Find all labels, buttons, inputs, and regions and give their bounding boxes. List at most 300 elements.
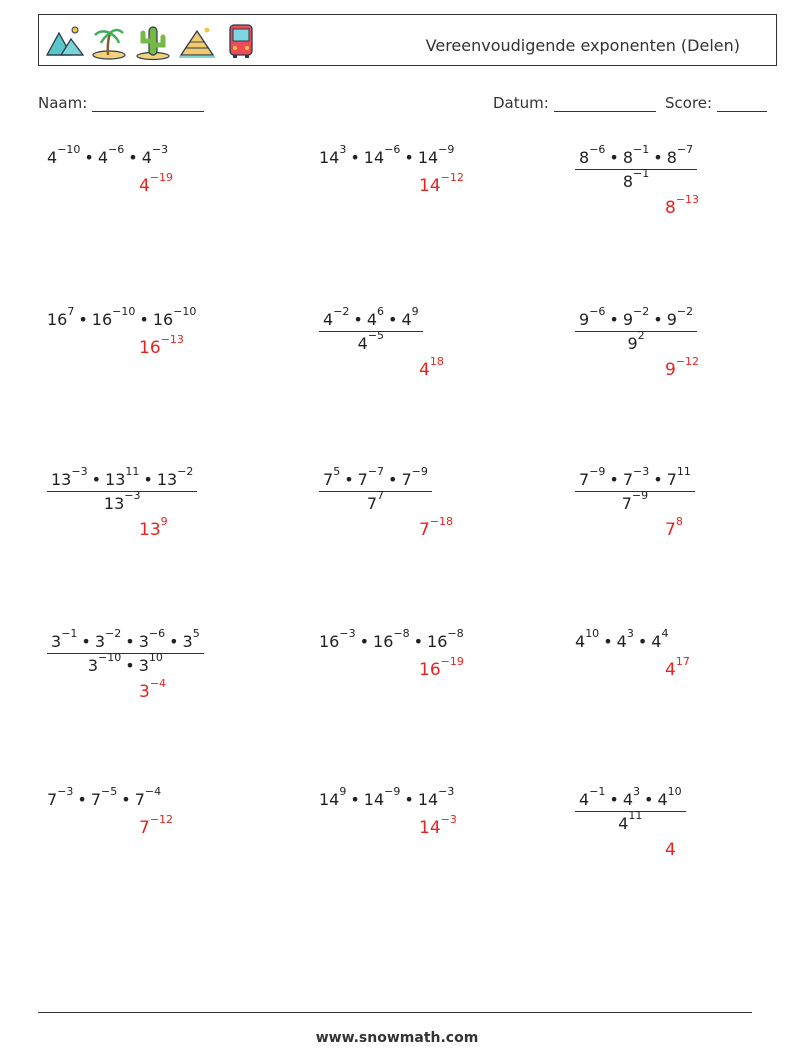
answer-5 xyxy=(419,355,444,380)
power-exponent: 5 xyxy=(333,465,341,478)
power-exponent: −2 xyxy=(676,305,694,318)
problem-10 xyxy=(47,627,204,675)
power-base: 13 xyxy=(156,470,178,489)
power-base: 7 xyxy=(139,818,150,838)
power-term xyxy=(366,305,385,329)
power-base: 8 xyxy=(666,148,677,167)
power-term xyxy=(363,143,401,167)
problem-expression xyxy=(47,305,197,329)
power-term xyxy=(47,785,74,809)
power-base: 14 xyxy=(417,790,439,809)
answer-4 xyxy=(139,333,184,358)
power-exponent: −2 xyxy=(633,305,650,318)
worksheet-header xyxy=(38,14,777,66)
power-term xyxy=(323,305,350,329)
denominator-expression xyxy=(618,809,643,833)
answer-power xyxy=(419,813,457,838)
multiply-dot: • xyxy=(609,790,619,809)
answer-power xyxy=(139,515,168,540)
date-field[interactable] xyxy=(493,94,656,112)
multiply-dot: • xyxy=(359,632,370,651)
denominator-expression xyxy=(621,489,649,513)
multiply-dot: • xyxy=(84,148,94,167)
palm-island-icon xyxy=(89,21,129,61)
problem-6 xyxy=(575,305,697,353)
power-term xyxy=(105,465,140,489)
power-exponent: 3 xyxy=(633,785,641,798)
power-base: 16 xyxy=(152,310,174,329)
power-base: 16 xyxy=(427,632,448,651)
power-exponent: 4 xyxy=(661,627,669,640)
problem-12 xyxy=(575,627,669,651)
footer-url: www.snowmath.com xyxy=(315,1030,479,1046)
power-base: 7 xyxy=(579,470,590,489)
power-term xyxy=(319,627,356,651)
power-term xyxy=(97,143,125,167)
power-base: 7 xyxy=(622,470,634,489)
footer-divider xyxy=(38,1012,752,1013)
power-exponent: 17 xyxy=(675,655,690,668)
fraction xyxy=(575,305,697,353)
power-base: 9 xyxy=(666,310,677,329)
numerator-expression xyxy=(579,785,682,809)
power-base: 7 xyxy=(665,520,676,540)
multiply-dot: • xyxy=(81,632,91,651)
power-exponent: −6 xyxy=(108,143,125,156)
power-base: 4 xyxy=(665,840,676,860)
problem-expression xyxy=(319,785,455,809)
multiply-dot: • xyxy=(637,632,648,651)
power-exponent: 3 xyxy=(339,143,347,156)
multiply-dot: • xyxy=(609,310,619,329)
problem-expression xyxy=(319,627,464,651)
score-blank[interactable] xyxy=(717,97,767,112)
power-base: 7 xyxy=(134,790,145,809)
answer-power xyxy=(139,171,174,196)
fraction xyxy=(47,465,197,513)
multiply-dot: • xyxy=(344,470,354,489)
multiply-dot: • xyxy=(353,310,363,329)
power-exponent: −2 xyxy=(177,465,194,478)
power-exponent: 9 xyxy=(411,305,419,318)
power-base: 14 xyxy=(319,148,340,167)
power-term xyxy=(363,785,401,809)
problem-expression xyxy=(319,143,455,167)
power-base: 4 xyxy=(366,310,378,329)
power-exponent: −7 xyxy=(676,143,694,156)
denominator-expression xyxy=(366,489,385,513)
power-base: 7 xyxy=(419,520,430,540)
multiply-dot: • xyxy=(653,470,663,489)
power-base: 8 xyxy=(665,198,676,218)
multiply-dot: • xyxy=(169,632,179,651)
power-base: 9 xyxy=(665,360,676,380)
fraction xyxy=(575,143,697,191)
power-term xyxy=(622,785,641,809)
power-base: 4 xyxy=(665,660,676,680)
multiply-dot: • xyxy=(609,148,619,167)
power-exponent: −3 xyxy=(438,785,455,798)
answer-12 xyxy=(665,655,690,680)
power-exponent: −9 xyxy=(411,465,428,478)
answer-power xyxy=(419,655,464,680)
power-term xyxy=(579,465,606,489)
score-field[interactable] xyxy=(665,94,767,112)
power-term xyxy=(666,305,694,329)
power-exponent: 9 xyxy=(339,785,347,798)
numerator-expression xyxy=(323,465,428,489)
power-base: 4 xyxy=(401,310,412,329)
fraction-numerator xyxy=(575,305,697,332)
power-base: 4 xyxy=(618,814,629,833)
power-term xyxy=(138,627,166,651)
denominator-expression xyxy=(357,329,385,353)
header-icons xyxy=(45,21,261,61)
problem-13 xyxy=(47,785,162,809)
power-exponent: −7 xyxy=(367,465,385,478)
power-base: 16 xyxy=(91,310,113,329)
multiply-dot: • xyxy=(404,148,414,167)
multiply-dot: • xyxy=(350,790,360,809)
power-exponent: 6 xyxy=(377,305,385,318)
mountains-icon xyxy=(45,21,85,61)
power-base: 4 xyxy=(616,632,627,651)
power-base: 4 xyxy=(47,148,58,167)
power-exponent: −9 xyxy=(589,465,606,478)
problem-7 xyxy=(47,465,197,513)
multiply-dot: • xyxy=(653,310,663,329)
power-base: 16 xyxy=(139,338,161,358)
power-exponent: −8 xyxy=(393,627,410,640)
fraction-numerator xyxy=(47,465,197,492)
power-exponent: 7 xyxy=(377,489,385,502)
power-exponent: −12 xyxy=(440,171,464,184)
name-field[interactable] xyxy=(38,94,204,112)
power-base: 16 xyxy=(419,660,441,680)
power-term xyxy=(323,465,341,489)
cactus-icon xyxy=(133,21,173,61)
power-term xyxy=(427,627,464,651)
power-base: 13 xyxy=(51,470,72,489)
power-base: 13 xyxy=(139,520,161,540)
answer-10 xyxy=(139,677,167,702)
power-term xyxy=(47,305,75,329)
power-base: 7 xyxy=(323,470,334,489)
fraction-numerator xyxy=(47,627,204,654)
multiply-dot: • xyxy=(609,470,619,489)
numerator-expression xyxy=(579,305,694,329)
power-term xyxy=(627,329,645,353)
answer-power xyxy=(665,355,700,380)
name-label: Naam: xyxy=(38,94,88,112)
denominator-expression xyxy=(87,651,163,675)
power-term xyxy=(87,651,122,675)
multiply-dot: • xyxy=(644,790,654,809)
name-blank[interactable] xyxy=(92,97,204,112)
problem-expression xyxy=(575,627,669,651)
fraction xyxy=(47,627,204,675)
numerator-expression xyxy=(579,143,694,167)
problem-8 xyxy=(319,465,432,513)
power-term xyxy=(579,143,606,167)
power-term xyxy=(622,465,650,489)
power-base: 4 xyxy=(141,148,152,167)
power-exponent: 10 xyxy=(585,627,600,640)
fraction xyxy=(319,465,432,513)
multiply-dot: • xyxy=(653,148,663,167)
multiply-dot: • xyxy=(413,632,424,651)
problem-4 xyxy=(47,305,197,329)
power-term xyxy=(51,627,78,651)
power-base: 16 xyxy=(47,310,68,329)
power-exponent: −5 xyxy=(367,329,385,342)
power-exponent: 5 xyxy=(192,627,200,640)
power-term xyxy=(621,489,649,513)
power-base: 13 xyxy=(103,494,125,513)
problem-11 xyxy=(319,627,464,651)
power-exponent: −18 xyxy=(429,515,454,528)
answer-15 xyxy=(665,840,676,860)
fraction-denominator xyxy=(47,651,204,675)
power-base: 3 xyxy=(94,632,106,651)
power-term xyxy=(319,785,347,809)
power-exponent: −1 xyxy=(61,627,78,640)
answer-power xyxy=(419,515,454,540)
date-label: Datum: xyxy=(493,94,549,112)
power-term xyxy=(651,627,669,651)
power-exponent: −8 xyxy=(447,627,464,640)
multiply-dot: • xyxy=(143,470,153,489)
multiply-dot: • xyxy=(77,790,87,809)
power-term xyxy=(417,785,455,809)
power-base: 14 xyxy=(417,148,439,167)
power-exponent: −19 xyxy=(440,655,464,668)
answer-power xyxy=(665,655,690,680)
power-term xyxy=(103,489,141,513)
power-term xyxy=(575,627,600,651)
problem-1 xyxy=(47,143,169,167)
power-exponent: 11 xyxy=(676,465,691,478)
power-term xyxy=(657,785,682,809)
power-exponent: 9 xyxy=(160,515,168,528)
power-term xyxy=(90,785,118,809)
power-base: 3 xyxy=(87,656,99,675)
fraction-denominator xyxy=(575,329,697,353)
problem-expression xyxy=(47,785,162,809)
power-exponent: 7 xyxy=(67,305,75,318)
power-exponent: 8 xyxy=(675,515,683,528)
power-exponent: −9 xyxy=(384,785,401,798)
power-base: 14 xyxy=(363,790,385,809)
power-base: 8 xyxy=(622,148,634,167)
power-base: 4 xyxy=(579,790,590,809)
numerator-expression xyxy=(579,465,691,489)
power-term xyxy=(366,489,385,513)
fraction xyxy=(575,465,695,513)
power-base: 4 xyxy=(97,148,109,167)
power-base: 14 xyxy=(363,148,385,167)
power-exponent: −3 xyxy=(440,813,457,826)
power-exponent: −3 xyxy=(633,465,650,478)
multiply-dot: • xyxy=(78,310,88,329)
fraction xyxy=(319,305,423,353)
power-term xyxy=(417,143,455,167)
power-exponent: −5 xyxy=(101,785,118,798)
answer-6 xyxy=(665,355,700,380)
multiply-dot: • xyxy=(128,148,138,167)
power-term xyxy=(616,627,634,651)
answer-power xyxy=(139,333,184,358)
fraction-denominator xyxy=(575,167,697,191)
power-exponent: −1 xyxy=(633,143,650,156)
power-term xyxy=(622,167,650,191)
power-exponent: −13 xyxy=(160,333,184,346)
power-exponent: −10 xyxy=(173,305,197,318)
answer-7 xyxy=(139,515,168,540)
power-term xyxy=(152,305,197,329)
answer-3 xyxy=(665,193,700,218)
multiply-dot: • xyxy=(388,470,398,489)
power-base: 4 xyxy=(657,790,668,809)
power-term xyxy=(666,143,694,167)
problem-2 xyxy=(319,143,455,167)
power-exponent: −9 xyxy=(631,489,649,502)
problem-3 xyxy=(575,143,697,191)
power-base: 16 xyxy=(319,632,340,651)
answer-1 xyxy=(139,171,174,196)
power-base: 4 xyxy=(622,790,634,809)
power-exponent: −2 xyxy=(333,305,350,318)
fraction-denominator xyxy=(319,489,432,513)
power-base: 8 xyxy=(622,172,634,191)
power-exponent: 18 xyxy=(429,355,444,368)
fraction xyxy=(575,785,686,833)
answer-power xyxy=(139,677,167,702)
power-exponent: 3 xyxy=(626,627,634,640)
power-exponent: −3 xyxy=(151,143,169,156)
power-exponent: −6 xyxy=(589,305,606,318)
multiply-dot: • xyxy=(121,790,131,809)
power-base: 4 xyxy=(651,632,662,651)
power-term xyxy=(91,305,136,329)
power-base: 13 xyxy=(105,470,126,489)
power-base: 9 xyxy=(579,310,590,329)
power-exponent: −3 xyxy=(124,489,141,502)
power-term xyxy=(618,809,643,833)
power-exponent: −1 xyxy=(633,167,650,180)
multiply-dot: • xyxy=(91,470,102,489)
date-blank[interactable] xyxy=(554,97,656,112)
answer-8 xyxy=(419,515,454,540)
power-base: 3 xyxy=(139,682,150,702)
power-base: 4 xyxy=(575,632,586,651)
power-base: 3 xyxy=(138,632,149,651)
problem-9 xyxy=(575,465,695,513)
power-term xyxy=(622,143,650,167)
power-term xyxy=(94,627,122,651)
power-term xyxy=(622,305,650,329)
power-base: 3 xyxy=(182,632,193,651)
pyramid-icon xyxy=(177,21,217,61)
power-base: 8 xyxy=(579,148,590,167)
answer-2 xyxy=(419,171,464,196)
power-term xyxy=(47,143,81,167)
numerator-expression xyxy=(323,305,419,329)
power-exponent: −12 xyxy=(675,355,700,368)
power-exponent: −3 xyxy=(71,465,88,478)
power-exponent: −1 xyxy=(589,785,606,798)
power-base: 3 xyxy=(138,656,149,675)
power-exponent: −3 xyxy=(339,627,356,640)
power-base: 14 xyxy=(419,176,441,196)
power-exponent: −4 xyxy=(144,785,162,798)
multiply-dot: • xyxy=(388,310,398,329)
power-base: 14 xyxy=(319,790,340,809)
power-base: 16 xyxy=(373,632,394,651)
problem-15 xyxy=(575,785,686,833)
numerator-expression xyxy=(51,627,200,651)
answer-13 xyxy=(139,813,174,838)
power-base: 9 xyxy=(627,334,638,353)
multiply-dot: • xyxy=(139,310,149,329)
multiply-dot: • xyxy=(350,148,360,167)
power-base: 7 xyxy=(621,494,632,513)
power-base: 7 xyxy=(90,790,102,809)
power-term xyxy=(373,627,410,651)
answer-power xyxy=(419,171,464,196)
denominator-expression xyxy=(627,329,645,353)
denominator-expression xyxy=(103,489,141,513)
power-base: 7 xyxy=(401,470,412,489)
power-exponent: −6 xyxy=(589,143,606,156)
power-base: 3 xyxy=(51,632,62,651)
power-base: 7 xyxy=(357,470,368,489)
power-term xyxy=(134,785,162,809)
answer-power xyxy=(665,515,683,540)
power-exponent: 2 xyxy=(637,329,645,342)
power-exponent: −10 xyxy=(57,143,81,156)
power-exponent: −2 xyxy=(105,627,122,640)
power-exponent: 10 xyxy=(667,785,682,798)
power-exponent: 11 xyxy=(628,809,643,822)
answer-power xyxy=(419,355,444,380)
power-term xyxy=(357,329,385,353)
fraction-denominator xyxy=(575,809,686,833)
power-base: 9 xyxy=(622,310,634,329)
power-term xyxy=(319,143,347,167)
power-base: 4 xyxy=(139,176,150,196)
power-exponent: −4 xyxy=(149,677,167,690)
power-exponent: −10 xyxy=(98,651,122,664)
power-exponent: 11 xyxy=(125,465,140,478)
power-exponent: −19 xyxy=(149,171,174,184)
power-term xyxy=(401,465,428,489)
power-exponent: −10 xyxy=(112,305,136,318)
answer-11 xyxy=(419,655,464,680)
answer-power xyxy=(665,193,700,218)
power-term xyxy=(141,143,169,167)
power-exponent: 10 xyxy=(148,651,163,664)
denominator-expression xyxy=(622,167,650,191)
power-term xyxy=(401,305,419,329)
bus-icon xyxy=(221,21,261,61)
power-term xyxy=(138,651,163,675)
power-exponent: −6 xyxy=(384,143,401,156)
power-term xyxy=(579,305,606,329)
fraction-numerator xyxy=(319,465,432,492)
fraction-denominator xyxy=(47,489,197,513)
power-term xyxy=(51,465,88,489)
